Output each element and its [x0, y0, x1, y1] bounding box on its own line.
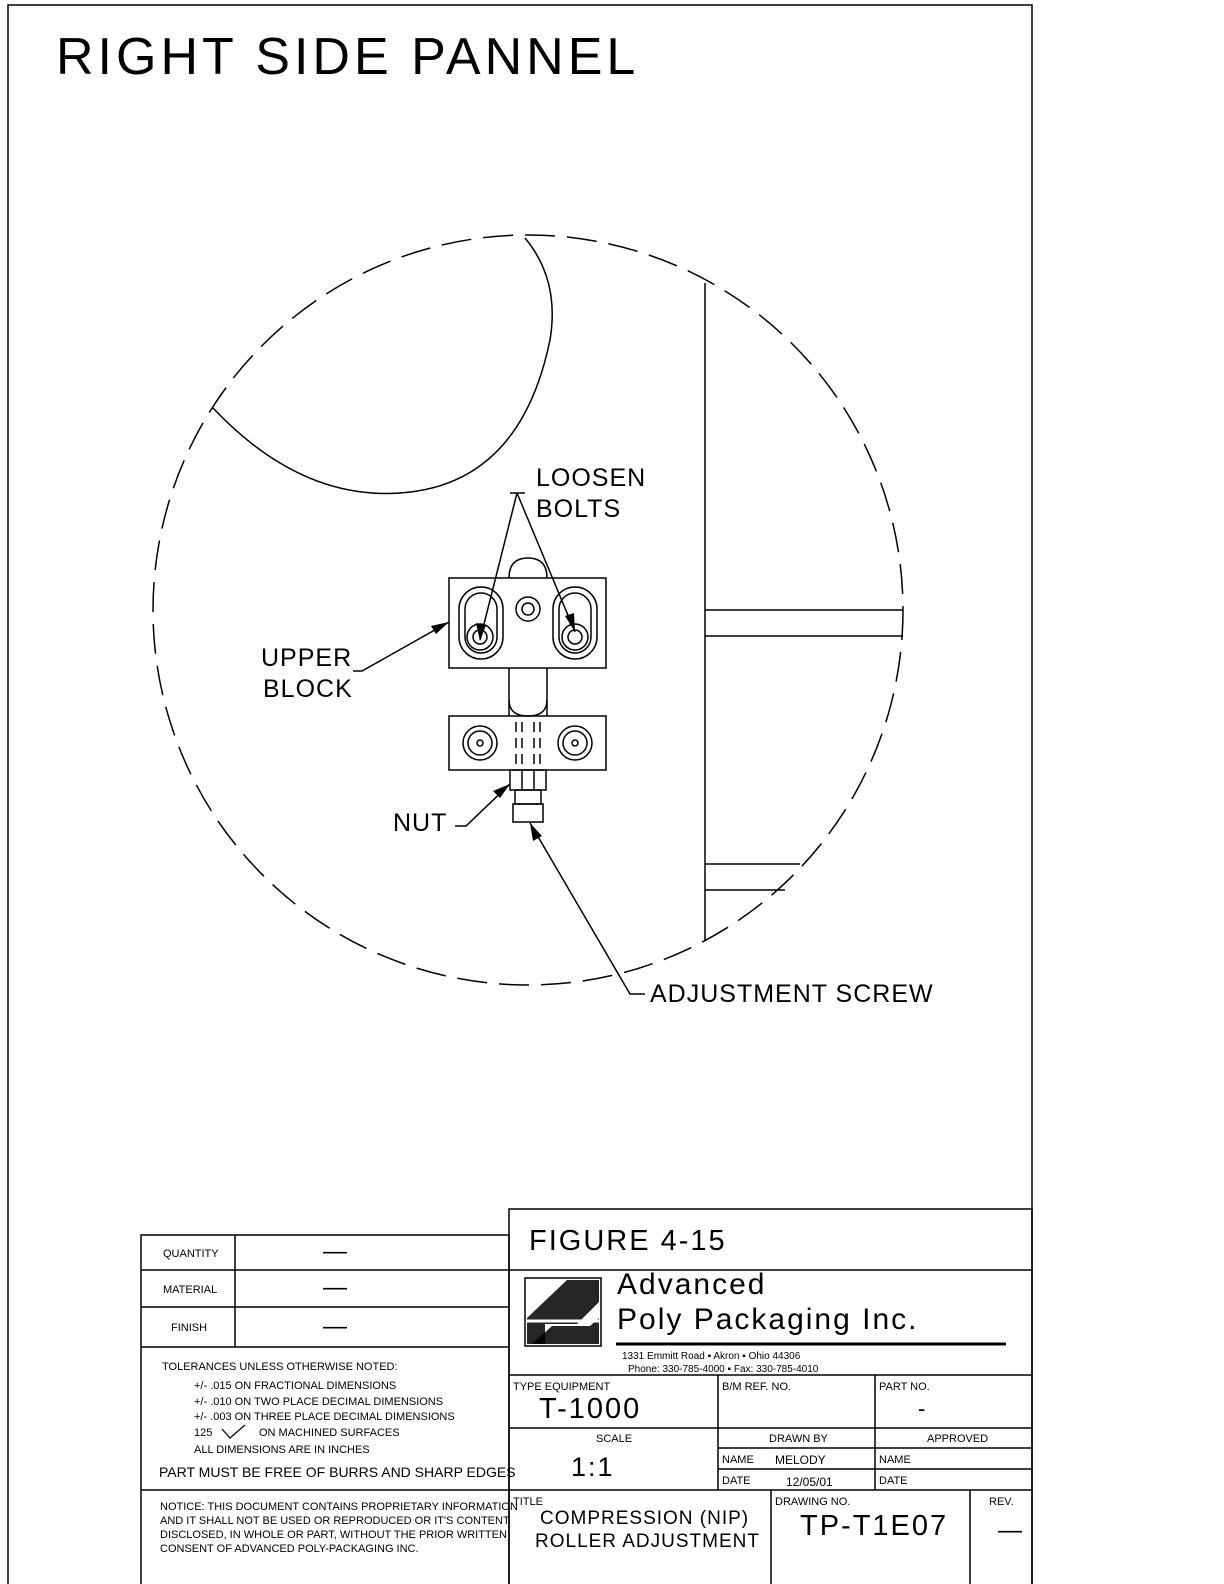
tolerance-fractional: +/- .015 ON FRACTIONAL DIMENSIONS	[194, 1380, 397, 1392]
arrowheads	[431, 613, 575, 841]
notice-line-1: NOTICE: THIS DOCUMENT CONTAINS PROPRIETARY INFORMATION	[160, 1501, 518, 1513]
finish-value: —	[323, 1313, 347, 1340]
roller-arc	[213, 238, 552, 493]
callout-nut: NUT	[393, 809, 448, 837]
view-title: RIGHT SIDE PANNEL	[56, 28, 640, 86]
company-address: 1331 Emmitt Road ▪ Akron ▪ Ohio 44306	[622, 1351, 801, 1362]
approved-label: APPROVED	[927, 1433, 989, 1445]
tolerance-two-place: +/- .010 ON TWO PLACE DECIMAL DIMENSIONS	[194, 1396, 444, 1408]
quantity-value: —	[323, 1238, 347, 1265]
drawn-date-label: DATE	[722, 1475, 751, 1487]
type-equipment-value: T-1000	[539, 1393, 642, 1425]
dimensions-units: ALL DIMENSIONS ARE IN INCHES	[194, 1444, 370, 1456]
rev-label: REV.	[989, 1496, 1014, 1508]
notice-line-2: AND IT SHALL NOT BE USED OR REPRODUCED OR IT'S CONTENT	[160, 1515, 510, 1527]
company-phone: Phone: 330-785-4000 ▪ Fax: 330-785-4010	[628, 1364, 819, 1375]
surface-finish-text: ON MACHINED SURFACES	[259, 1427, 400, 1439]
company-logo	[525, 1278, 601, 1346]
upper-block	[449, 558, 606, 668]
drawn-name-value: MELODY	[775, 1453, 826, 1467]
company-name-line-1: Advanced	[617, 1268, 767, 1301]
part-no-value: -	[918, 1396, 926, 1421]
scale-label: SCALE	[596, 1433, 633, 1445]
material-label: MATERIAL	[163, 1284, 218, 1296]
title-label: TITLE	[513, 1496, 543, 1508]
leader-lines	[353, 493, 645, 994]
burrs-note: PART MUST BE FREE OF BURRS AND SHARP EDGES	[159, 1464, 516, 1480]
part-no-label: PART NO.	[879, 1381, 930, 1393]
material-value: —	[323, 1274, 347, 1301]
callout-block: BLOCK	[263, 675, 353, 703]
approved-date-label: DATE	[879, 1475, 908, 1487]
drawn-name-label: NAME	[722, 1454, 754, 1466]
type-equipment-label: TYPE EQUIPMENT	[513, 1381, 611, 1393]
figure-number: FIGURE 4-15	[529, 1225, 727, 1257]
nut-and-screw	[510, 770, 546, 822]
callout-loosen: LOOSEN	[536, 464, 647, 492]
drawing-title-line-1: COMPRESSION (NIP)	[540, 1508, 750, 1529]
tolerance-three-place: +/- .003 ON THREE PLACE DECIMAL DIMENSIONS	[194, 1411, 455, 1423]
drawn-date-value: 12/05/01	[786, 1475, 833, 1489]
bm-ref-label: B/M REF. NO.	[722, 1381, 792, 1393]
scale-value: 1:1	[571, 1452, 615, 1482]
detail-view	[153, 235, 903, 994]
notice-line-4: CONSENT OF ADVANCED POLY-PACKAGING INC.	[160, 1543, 419, 1555]
quantity-label: QUANTITY	[163, 1248, 219, 1260]
tolerances-heading: TOLERANCES UNLESS OTHERWISE NOTED:	[162, 1361, 398, 1373]
surface-finish-value: 125	[194, 1427, 213, 1439]
lower-block	[449, 716, 606, 770]
company-name-line-2: Poly Packaging Inc.	[617, 1303, 919, 1336]
notice-line-3: DISCLOSED, IN WHOLE OR PART, WITHOUT THE PRIOR WRITTEN	[160, 1529, 507, 1541]
callout-upper: UPPER	[261, 644, 353, 672]
callout-adjustment-screw: ADJUSTMENT SCREW	[650, 980, 934, 1008]
drawing-no-value: TP-T1E07	[800, 1510, 949, 1542]
rev-value: —	[998, 1517, 1022, 1544]
drawing-no-label: DRAWING NO.	[775, 1496, 851, 1508]
approved-name-label: NAME	[879, 1454, 911, 1466]
shaft	[509, 668, 547, 716]
finish-label: FINISH	[171, 1322, 208, 1334]
callout-bolts: BOLTS	[536, 495, 622, 523]
surface-finish-check-icon	[222, 1425, 245, 1438]
drawing-title-line-2: ROLLER ADJUSTMENT	[535, 1531, 760, 1552]
drawn-by-label: DRAWN BY	[769, 1433, 828, 1445]
